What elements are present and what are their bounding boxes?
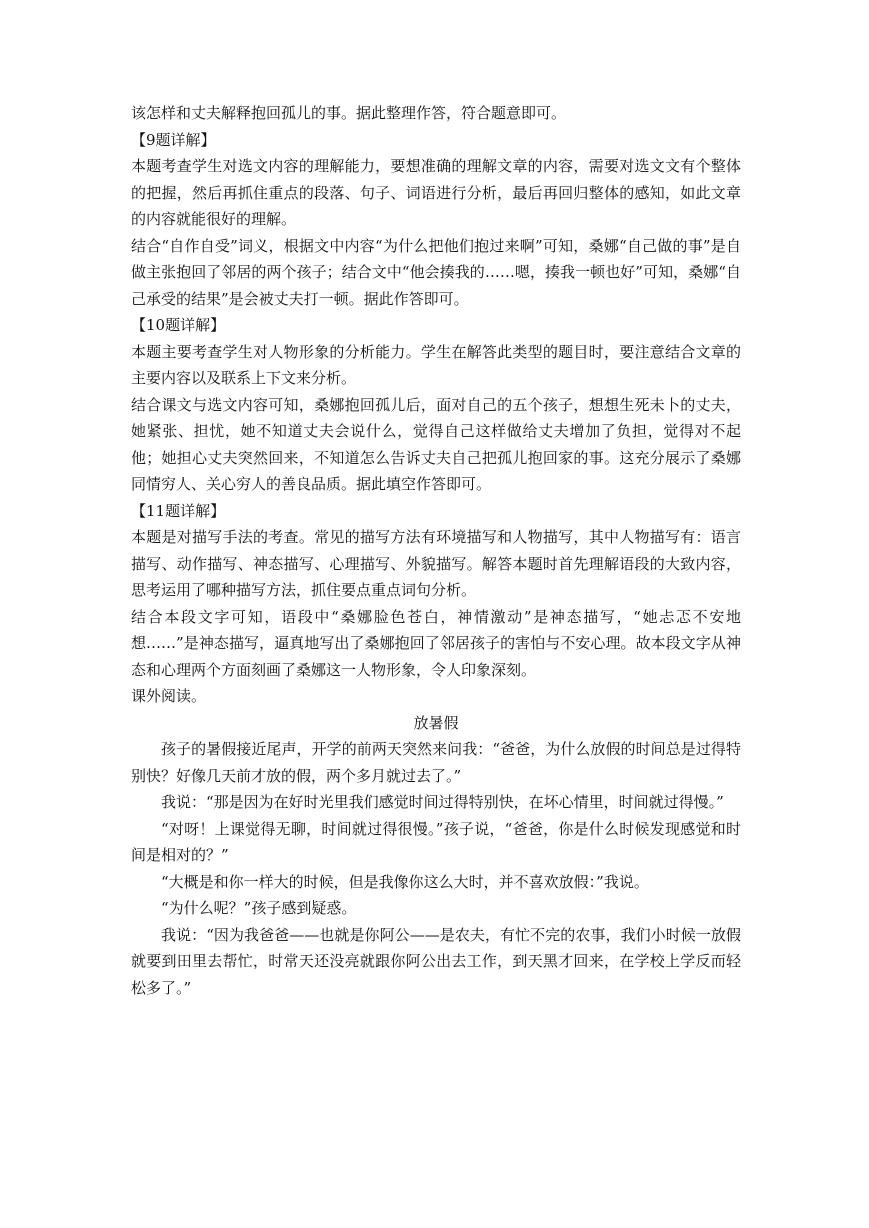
question-heading: 【10题详解】 [131, 316, 226, 334]
story-paragraph: “大概是和你一样大的时候，但是我像你这么大时，并不喜欢放假：”我说。 [161, 872, 649, 891]
paragraph: 结合课文与选文内容可知，桑娜抱回孤儿后，面对自己的五个孩子，想想生死未卜的丈夫，她紧张、担忧，她不知道丈夫会说什么，觉得自己这样做给丈夫增加了负担，觉得对不起他；她担心丈夫突然回来，不知道怎么告诉丈夫自己把孤儿抱回家的事。这充分展示了桑娜同情穷人、关心穷人的善良品质。据此填空作答即可。 [131, 395, 741, 493]
paragraph: 该怎样和丈夫解释抱回孤儿的事。据此整理作答，符合题意即可。 [131, 104, 567, 122]
story-paragraph: 我说：“那是因为在好时光里我们感觉时间过得特别快，在坏心情里，时间就过得慢。” [161, 793, 724, 811]
question-heading: 【11题详解】 [131, 501, 226, 520]
paragraph: 结合“自作自受”词义，根据文中内容“为什么把他们抱过来啊”可知，桑娜“自己做的事”是自做主张抱回了邻居的两个孩子；结合文中“他会揍我的……嗯，揍我一顿也好”可知，桑娜“自己承受的结果”是会被丈夫打一顿。据此作答即可。 [131, 236, 741, 308]
document-body [131, 100, 741, 1001]
question-heading: 【9题详解】 [131, 130, 216, 149]
paragraph: 本题是对描写手法的考查。常见的描写方法有环境描写和人物描写，其中人物描写有：语言描写、动作描写、神态描写、心理描写、外貌描写。解答本题时首先理解语段的大致内容，思考运用了哪种描写方法，抓住要点重点词句分析。 [131, 528, 741, 599]
paragraph: 本题考查学生对选文内容的理解能力，要想准确的理解文章的内容，需要对选文文有个整体的把握，然后再抓住重点的段落、句子、词语进行分析，最后再回归整体的感知，如此文章的内容就能很好的理解。 [131, 157, 741, 228]
article-title: 放暑假 [413, 713, 459, 732]
paragraph: 本题主要考查学生对人物形象的分析能力。学生在解答此类型的题目时，要注意结合文章的主要内容以及联系上下文来分析。 [131, 342, 741, 387]
paragraph: 课外阅读。 [131, 687, 207, 705]
paragraph: 结合本段文字可知，语段中“桑娜脸色苍白，神情激动”是神态描写，“她忐忑不安地想……”是神态描写，逼真地写出了桑娜抱回了邻居孩子的害怕与不安心理。故本段文字从神态和心理两个方面刻画了桑娜这一人物形象，令人印象深刻。 [131, 607, 741, 679]
story-paragraph: 孩子的暑假接近尾声，开学的前两天突然来问我：“爸爸，为什么放假的时间总是过得特别快？好像几天前才放的假，两个多月就过去了。” [131, 740, 741, 785]
story-paragraph: “对呀！上课觉得无聊，时间就过得很慢。”孩子说，“爸爸，你是什么时候发现感觉和时间是相对的？” [131, 819, 741, 864]
story-paragraph: 我说：“因为我爸爸——也就是你阿公——是农夫，有忙不完的农事，我们小时候一放假就要到田里去帮忙，时常天还没亮就跟你阿公出去工作，到天黑才回来，在学校上学反而轻松多了。” [131, 925, 741, 997]
story-paragraph: “为什么呢？”孩子感到疑惑。 [161, 899, 357, 917]
